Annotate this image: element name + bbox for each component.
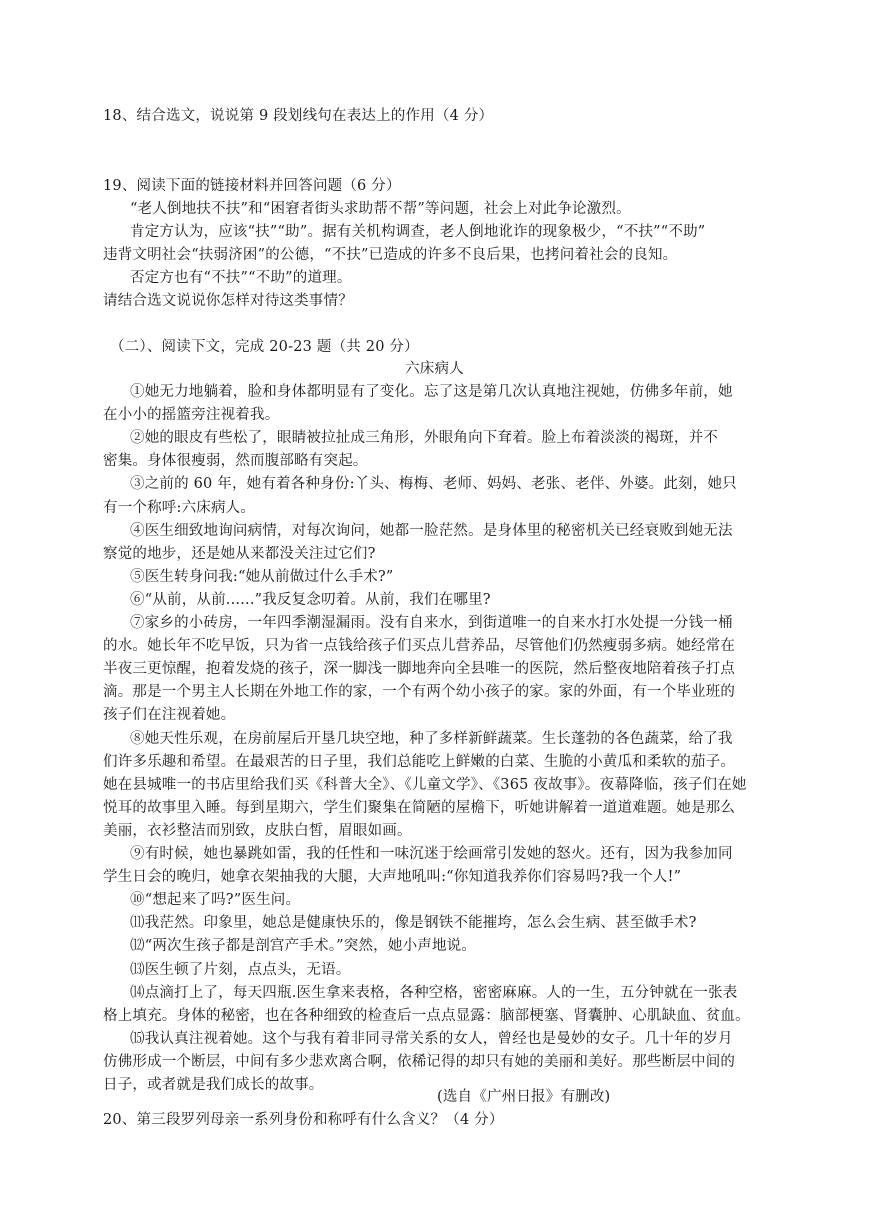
- article-line: 仿佛形成一个断层，中间有多少悲欢离合啊，依稀记得的却只有她的美丽和美好。那些断层中间的: [103, 1054, 736, 1070]
- question-19-paragraph: 否定方也有“不扶”“不助”的道理。: [130, 270, 352, 286]
- article-line: ⑩“想起来了吗?”医生问。: [130, 892, 301, 908]
- section-heading: （二）、阅读下文，完成 20-23 题（共 20 分）: [110, 339, 419, 355]
- article-source: (选自《广州日报》有删改): [437, 1089, 611, 1105]
- question-18: 18、结合选文，说说第 9 段划线句在表达上的作用（4 分）: [103, 108, 494, 124]
- article-line: 密集。身体很瘦弱，然而腹部略有突起。: [103, 453, 368, 469]
- article-title: 六床病人: [405, 361, 464, 377]
- article-line: ①她无力地躺着，脸和身体都明显有了变化。忘了这是第几次认真地注视她，仿佛多年前，她: [130, 384, 733, 400]
- article-line: ⑥“从前，从前......”我反复念叨着。从前，我们在哪里?: [130, 592, 491, 608]
- question-19-prompt: 请结合选文说说你怎样对待这类事情？: [103, 293, 353, 309]
- question-19-paragraph: 违背文明社会“扶弱济困”的公德，“不扶”已造成的许多不良后果，也拷问着社会的良知。: [103, 247, 678, 263]
- article-line: 在小小的摇篮旁注视着我。: [103, 407, 280, 423]
- article-line: 有一个称呼:六床病人。: [103, 500, 256, 516]
- article-line: ⒀医生顿了片刻，点点头，无语。: [130, 962, 351, 978]
- article-line: ④医生细致地询问病情，对每次询问，她都一脸茫然。是身体里的秘密机关已经衰败到她无法: [130, 523, 733, 539]
- article-line: ③之前的 60 年，她有着各种身份:丫头、梅梅、老师、妈妈、老张、老伴、外婆。此刻，她只: [130, 476, 737, 492]
- article-line: 们许多乐趣和希望。在最艰苦的日子里，我们总能吃上鲜嫩的白菜、生脆的小黄瓜和柔软的茄子。: [103, 754, 736, 770]
- article-line: ⒂我认真注视着她。这个与我有着非同寻常关系的女人，曾经也是曼妙的女子。几十年的岁月: [130, 1031, 733, 1047]
- article-line: ⑾我茫然。印象里，她总是健康快乐的，像是钢铁不能摧垮，怎么会生病、甚至做手术?: [130, 915, 697, 931]
- article-line: 美丽，衣衫整洁而别致，皮肤白皙，眉眼如画。: [103, 823, 412, 839]
- article-line: ⑿“两次生孩子都是剖宫产手术。”突然，她小声地说。: [130, 938, 477, 954]
- article-line: 滴。那是一个男主人长期在外地工作的家，一个有两个幼小孩子的家。家的外面，有一个毕业班的: [103, 684, 736, 700]
- article-line: ⑨有时候，她也暴跳如雷，我的任性和一味沉迷于绘画常引发她的怒火。还有，因为我参加同: [130, 846, 733, 862]
- question-19-title: 19、阅读下面的链接材料并回答问题（6 分）: [103, 178, 401, 194]
- article-line: 半夜三更惊醒，抱着发烧的孩子，深一脚浅一脚地奔向全县唯一的医院，然后整夜地陪着孩子打点: [103, 661, 736, 677]
- article-line: 的水。她长年不吃早饭，只为省一点钱给孩子们买点儿营养品，尽管他们仍然瘦弱多病。她经常在: [103, 638, 736, 654]
- question-19-paragraph: 肯定方认为，应该“扶”“助”。据有关机构调查，老人倒地讹诈的现象极少，“不扶”“不助”: [130, 224, 706, 240]
- article-line: 格上填充。身体的秘密，也在各种细致的检查后一点点显露：脑部梗塞、肾囊肿、心肌缺血、贫血。: [103, 1008, 750, 1024]
- article-line: 她在县城唯一的书店里给我们买《科普大全》、《儿童文学》、《365 夜故事》。夜幕降临，孩子们在她: [103, 777, 747, 793]
- article-line: ⑦家乡的小砖房，一年四季潮湿漏雨。没有自来水，到街道唯一的自来水打水处提一分钱一桶: [130, 615, 733, 631]
- question-20: 20、第三段罗列母亲一系列身份和称呼有什么含义？（4 分）: [103, 1112, 504, 1128]
- article-line: 孩子们在注视着她。: [103, 707, 236, 723]
- article-line: 悦耳的故事里入睡。每到星期六，学生们聚集在简陋的屋檐下，听她讲解着一道道难题。她是那么: [103, 800, 736, 816]
- question-19-paragraph: “老人倒地扶不扶”和“困窘者街头求助帮不帮”等问题，社会上对此争论激烈。: [130, 201, 631, 217]
- article-line: 学生日会的晚归，她拿衣架抽我的大腿，大声地吼叫:“你知道我养你们容易吗?我一个人!”: [103, 869, 682, 885]
- article-line: ⑧她天性乐观，在房前屋后开垦几块空地，种了多样新鲜蔬菜。生长蓬勃的各色蔬菜，给了我: [130, 731, 733, 747]
- article-line: 察觉的地步，还是她从来都没关注过它们?: [103, 546, 376, 562]
- article-line: ②她的眼皮有些松了，眼睛被拉扯成三角形，外眼角向下耷着。脸上布着淡淡的褐斑，并不: [130, 430, 718, 446]
- article-line: ⑤医生转身问我:“她从前做过什么手术?”: [130, 569, 394, 585]
- article-line: ⒁点滴打上了，每天四瓶.医生拿来表格，各种空格，密密麻麻。人的一生，五分钟就在一张表: [130, 985, 738, 1001]
- article-line: 日子，或者就是我们成长的故事。: [103, 1077, 324, 1093]
